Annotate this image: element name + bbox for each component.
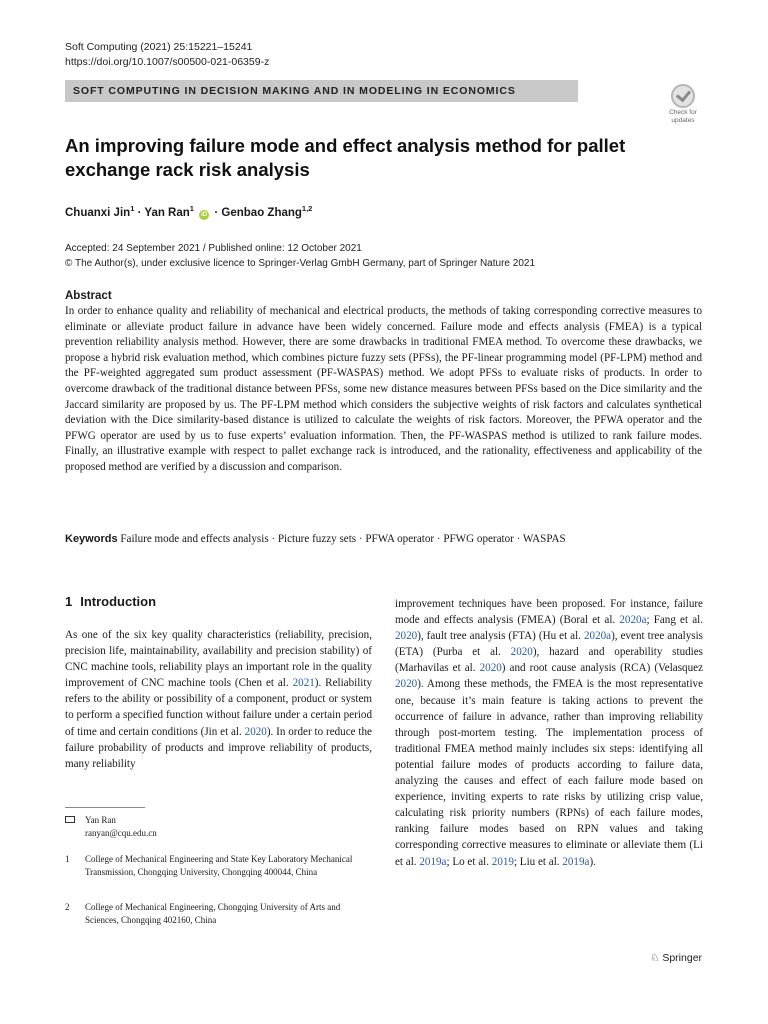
check-updates-line-1: Check for: [669, 109, 697, 116]
abstract-text: In order to enhance quality and reliability of mechanical and electrical products, the methods of taking corresponding corrective measures to eliminate or alleviate product failure in advance have been widely concerned. Failure mode and effects analysis (FMEA) is a typical prevention reliability analysis method. However, there are some drawbacks in traditional FMEA method. To overcome these drawbacks, we propose a hybrid risk evaluation method, which combines picture fuzzy sets (PFSs), the PF-linear programming model (PF-LPM) method and the PF-weighted aggregated sum product assessment (PF-WASPAS) method. We adopt PFSs to evaluate risks of products. In order to overcome drawback of the traditional distance between PFSs, some new distance measures between PFSs based on the Dice similarity and the Jaccard similarity are proposed by us. The PF-LPM method which considers the subjective weights of risk factors and calculates synthetical deviation with the Dice similarity-based distance is utilized to calculate the weights of risk factors. Moreover, the PFWA operator and the PFWG operator are used by us to fuse experts’ evaluation information. Then, the PF-WASPAS method is utilized to rank failure modes. Finally, an illustrative example with respect to pallet exchange rack is introduced, and the rationality, effectiveness and applicability of the proposed method are verified by a discussion and comparison.: [65, 305, 702, 473]
citation-link[interactable]: 2020: [395, 630, 418, 643]
author-list: [65, 204, 312, 220]
footnote-divider: [65, 807, 145, 808]
paragraph-text: ). In order to reduce the failure probability of products and improve reliability of products, many reliability: [65, 725, 372, 770]
orcid-icon[interactable]: iD: [201, 211, 208, 218]
citation-link[interactable]: 2020: [479, 662, 502, 675]
citation-link[interactable]: 2020: [395, 678, 418, 691]
author-affiliation-mark: 1,2: [301, 204, 313, 213]
publisher-name: Springer: [662, 952, 703, 964]
publisher-footer: [650, 952, 702, 964]
abstract-heading: Abstract: [65, 290, 112, 302]
paragraph-text: ), fault tree analysis (FTA) (Hu et al.: [417, 630, 584, 643]
section-banner: [65, 80, 578, 102]
author-separator: ·: [214, 206, 219, 219]
paragraph-text: ; Lo et al.: [446, 855, 492, 868]
check-updates-line-2: updates: [671, 117, 695, 124]
paragraph-text: ). Among these methods, the FMEA is the most representative one, because it’s main feature is taking actions to prevent the occurrence of failure in advance, rather than improving reliability through post-mortem testing. The implementation process of traditional FMEA method mainly includes six steps: identifying all potential failure modes of products according to failure data, analyzing the causes and effect of each failure mode based on experience, inviting experts to rate risks by utilizing crisp value, calculating risk priority numbers (RPNs) of each failure modes, ranking failure modes based on RPN values and taking corresponding corrective measures to eliminate or alleviate them (Li et al.: [395, 678, 703, 868]
affiliation-mark: 1: [65, 854, 70, 864]
keywords-line: [65, 532, 705, 547]
affiliation-1-footnote: [65, 853, 375, 879]
affiliation-2-text: College of Mechanical Engineering, Chongqing University of Arts and Sciences, Chongqing 402160, China: [85, 902, 341, 925]
paragraph-text: ; Fang et al.: [646, 614, 703, 627]
paragraph-text: ).: [589, 855, 596, 868]
citation-link[interactable]: 2020a: [583, 630, 612, 643]
corresponding-author-name: Yan Ran: [85, 815, 116, 825]
affiliation-2-footnote: [65, 901, 375, 927]
accepted-published-dates: Accepted: 24 September 2021 / Published online: 12 October 2021: [65, 243, 362, 254]
author-affiliation-mark: 1: [130, 204, 135, 213]
paragraph-text: ), hazard and operability studies (Marhavilas et al.: [395, 646, 703, 675]
paragraph-text: ; Liu et al.: [513, 855, 563, 868]
section-heading: [65, 594, 156, 609]
check-updates-icon: [671, 84, 695, 108]
paragraph-text: ). Reliability refers to the ability or possibility of a component, product or system to perform a specified function without failure under a certain period of time and certain conditions (Jin et al.: [65, 677, 372, 738]
citation-link[interactable]: 2019: [491, 855, 514, 868]
section-banner-text: SOFT COMPUTING IN DECISION MAKING AND IN MODELING IN ECONOMICS: [73, 85, 516, 97]
article-title: An improving failure mode and effect analysis method for pallet exchange rack risk analysis: [65, 135, 626, 180]
paragraph-text: ), event tree analysis (ETA) (Purba et al.: [395, 630, 703, 659]
author-name[interactable]: Genbao Zhang: [221, 206, 302, 219]
citation-link[interactable]: 2020: [510, 646, 533, 659]
publication-dates: [65, 241, 535, 271]
section-number: 1: [65, 594, 73, 609]
keywords-label: Keywords: [65, 533, 118, 545]
citation-link[interactable]: 2021: [292, 677, 315, 690]
doi-link[interactable]: https://doi.org/10.1007/s00500-021-06359-z: [65, 56, 270, 68]
author-separator: ·: [137, 206, 142, 219]
paragraph-text: As one of the six key quality characteristics (reliability, precision, precision life, maintainability, availability and precision stability) of CNC machine tools, reliability plays an important role in the quality improvement of CNC machine tools (Chen et al.: [65, 629, 372, 690]
citation-link[interactable]: 2019a: [419, 855, 447, 868]
author-affiliation-mark: 1: [189, 204, 194, 213]
affiliation-mark: 2: [65, 902, 70, 912]
journal-citation: [65, 40, 269, 70]
author-name[interactable]: Chuanxi Jin: [65, 206, 131, 219]
citation-link[interactable]: 2019a: [562, 855, 590, 868]
keywords-list: Failure mode and effects analysis · Picture fuzzy sets · PFWA operator · PFWG operator · WASPAS: [120, 533, 566, 545]
copyright-line: © The Author(s), under exclusive licence to Springer-Verlag GmbH Germany, part of Springer Nature 2021: [65, 258, 535, 269]
intro-right-column: [395, 596, 703, 870]
paragraph-text: improvement techniques have been proposed. For instance, failure mode and effects analysis (FMEA) (Boral et al.: [395, 598, 703, 627]
section-title: Introduction: [80, 594, 157, 609]
corresponding-author-email[interactable]: ranyan@cqu.edu.cn: [85, 828, 157, 838]
corresponding-author-footnote: [65, 814, 375, 840]
intro-left-column: [65, 627, 372, 772]
springer-icon: ♘: [650, 952, 660, 964]
paragraph-text: ) and root cause analysis (RCA) (Velasquez: [501, 662, 703, 675]
mail-icon: [65, 814, 75, 827]
check-for-updates-badge[interactable]: [665, 84, 701, 124]
citation-link[interactable]: 2020a: [619, 614, 647, 627]
affiliation-1-text: College of Mechanical Engineering and State Key Laboratory Mechanical Transmission, Chongqing University, Chongqing 400044, China: [85, 854, 353, 877]
citation-link[interactable]: 2020: [244, 725, 267, 738]
journal-line: Soft Computing (2021) 25:15221–15241: [65, 41, 253, 53]
author-name[interactable]: Yan Ran: [144, 206, 190, 219]
